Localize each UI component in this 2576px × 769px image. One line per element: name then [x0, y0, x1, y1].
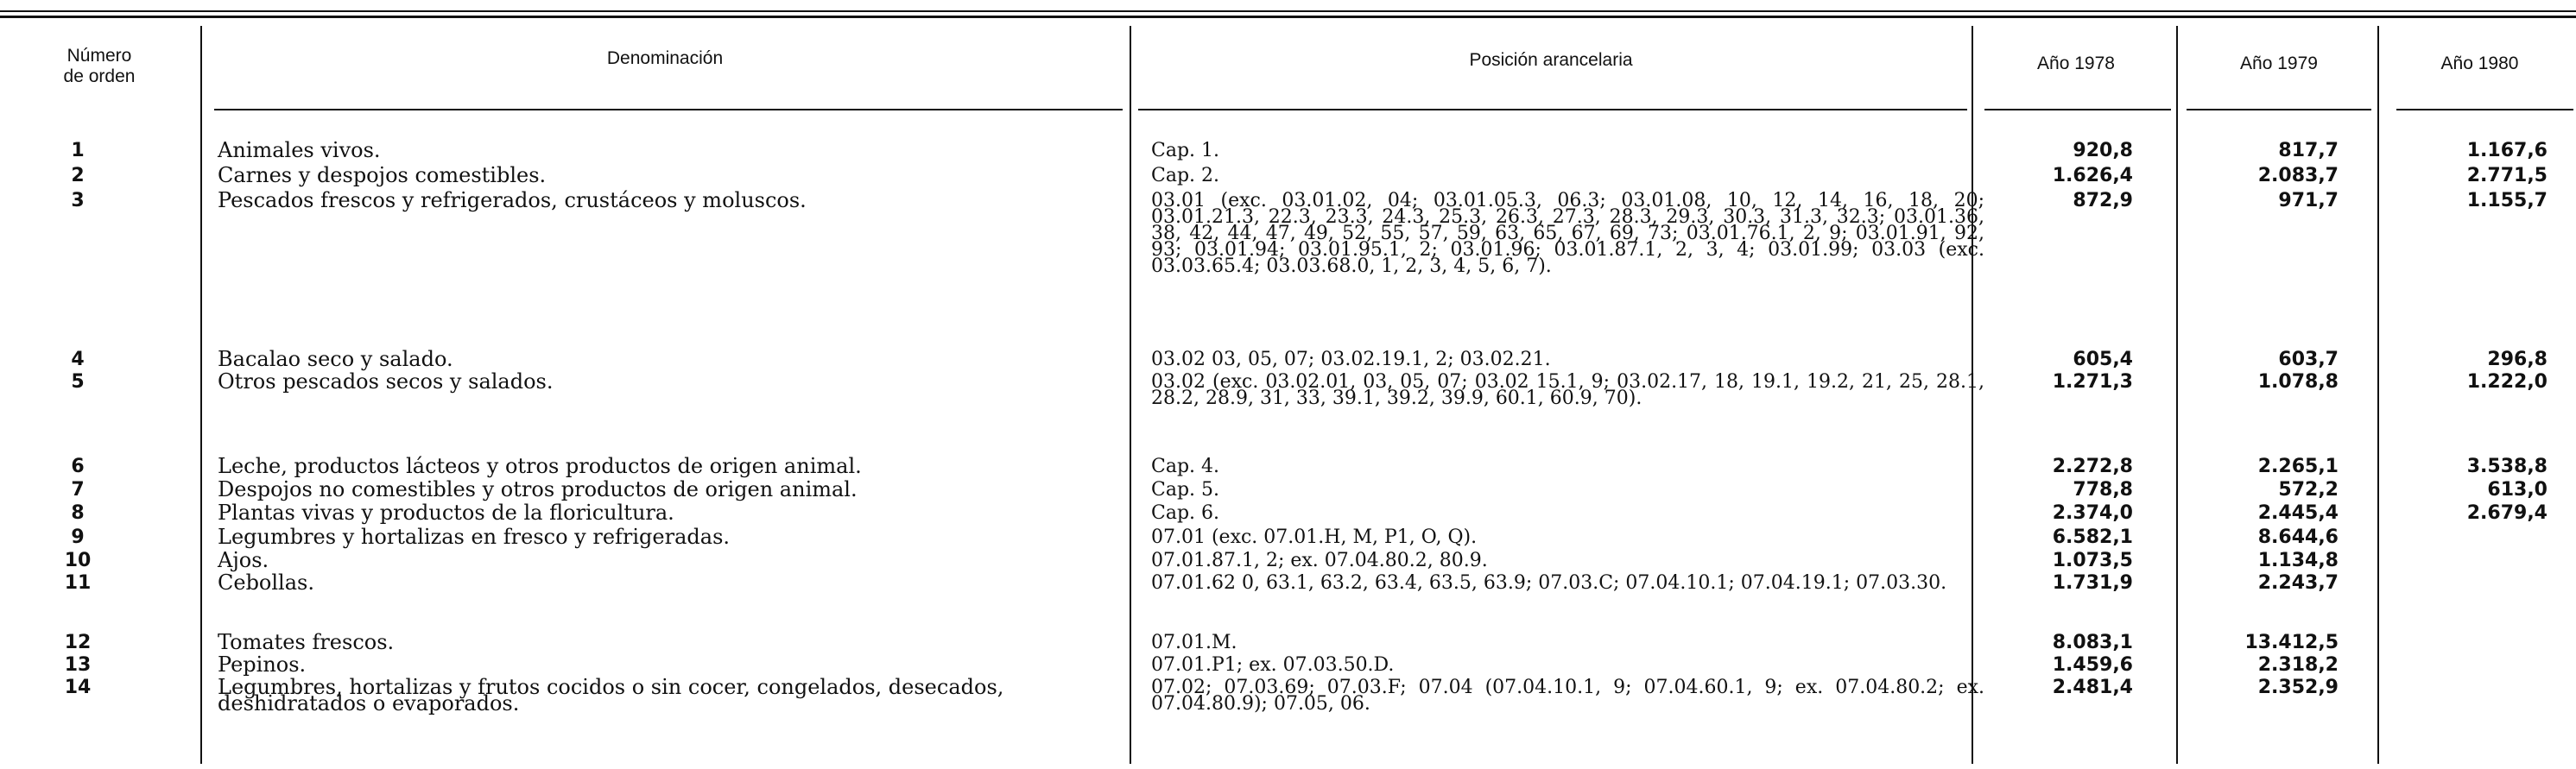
row-posicion: 03.02 (exc. 03.02.01, 03, 05, 07; 03.02 15.1, 9; 03.02.17, 18, 19.1, 19.2, 21, 25, 28.1, 28.2, 28.9, 31, 33, 39.1, 39.2, 39.9, 60.1, 60.9, 70).	[1151, 371, 1984, 409]
row-denominacion: Bacalao seco y salado.	[218, 347, 453, 371]
row-value-1978: 872,9	[2073, 190, 2133, 211]
row-value-1978: 605,4	[2073, 349, 2133, 370]
row-denominacion: Tomates frescos.	[218, 630, 395, 654]
row-posicion: 07.01.62 0, 63.1, 63.2, 63.4, 63.5, 63.9; 07.03.C; 07.04.10.1; 07.04.19.1; 07.03.30.	[1151, 572, 1947, 594]
row-number: 10	[64, 550, 92, 571]
row-value-1978: 920,8	[2073, 140, 2133, 161]
row-posicion: Cap. 2.	[1151, 165, 1220, 186]
row-posicion: Cap. 4.	[1151, 456, 1220, 477]
row-value-1978: 1.073,5	[2052, 550, 2133, 571]
header-numero: Número de orden	[63, 46, 136, 86]
row-value-1978: 2.481,4	[2052, 677, 2133, 698]
row-value-1979: 13.412,5	[2244, 632, 2339, 653]
row-value-1979: 2.445,4	[2257, 502, 2339, 524]
row-value-1979: 1.078,8	[2257, 371, 2339, 393]
row-value-1978: 778,8	[2073, 479, 2133, 501]
header-denominacion: Denominación	[606, 48, 724, 68]
row-denominacion: Plantas vivas y productos de la floricultura.	[218, 501, 674, 525]
row-denominacion: Animales vivos.	[218, 138, 381, 162]
header-year-1980: Año 1980	[2440, 54, 2519, 73]
row-number: 9	[71, 526, 85, 548]
col-divider-2	[1130, 26, 1131, 764]
row-number: 6	[71, 456, 85, 477]
row-posicion: 07.01.87.1, 2; ex. 07.04.80.2, 80.9.	[1151, 550, 1488, 571]
row-value-1979: 2.352,9	[2257, 677, 2339, 698]
col-divider-1	[200, 26, 202, 764]
row-value-1979: 2.265,1	[2257, 456, 2339, 477]
header-rule-1978	[1984, 109, 2171, 110]
header-rule-pos	[1138, 109, 1967, 110]
row-value-1979: 2.083,7	[2257, 165, 2339, 186]
row-value-1978: 8.083,1	[2052, 632, 2133, 653]
header-rule-1980	[2396, 109, 2573, 110]
row-posicion: 03.02 03, 05, 07; 03.02.19.1, 2; 03.02.21.	[1151, 349, 1551, 370]
row-posicion: 03.01 (exc. 03.01.02, 04; 03.01.05.3, 06.3; 03.01.08, 10, 12, 14, 16, 18, 20; 03.01.21.3, 22.3, 23.3, 24.3, 25.3, 26.3, 27.3, 28.3, 29.3, 30.3, 31.3, 32.3; 03.01.36, 38, 42, 44, 47, 49, 52, 55, 57, 59, 63, 65, 67, 69, 73; 03.01.76.1, 2, 9; 03.01.91, 92, 93; 03.01.94; 03.01.95.1, 2; 03.01.96; 03.01.87.1, 2, 3, 4; 03.01.99; 03.03 (exc. 03.03.65.4; 03.03.68.0, 1, 2, 3, 4, 5, 6, 7).	[1151, 190, 1984, 277]
row-posicion: Cap. 1.	[1151, 140, 1220, 161]
row-value-1980: 1.155,7	[2466, 190, 2548, 211]
row-number: 2	[71, 165, 85, 186]
row-denominacion: Ajos.	[218, 548, 269, 572]
top-rule	[0, 10, 2576, 12]
row-value-1979: 2.243,7	[2257, 572, 2339, 594]
header-year-1978: Año 1978	[2037, 54, 2115, 73]
row-value-1978: 1.626,4	[2052, 165, 2133, 186]
row-denominacion: Otros pescados secos y salados.	[218, 369, 554, 394]
header-year-1979: Año 1979	[2240, 54, 2318, 73]
row-number: 3	[71, 190, 85, 211]
row-denominacion: Cebollas.	[218, 570, 314, 595]
row-value-1980: 1.167,6	[2466, 140, 2548, 161]
row-value-1979: 971,7	[2278, 190, 2339, 211]
row-posicion: 07.01.P1; ex. 07.03.50.D.	[1151, 654, 1395, 676]
col-divider-4	[2176, 26, 2178, 764]
row-denominacion: Legumbres y hortalizas en fresco y refrigeradas.	[218, 525, 731, 549]
row-number: 7	[71, 479, 85, 501]
row-value-1980: 296,8	[2487, 349, 2548, 370]
row-posicion: 07.01.M.	[1151, 632, 1237, 653]
row-number: 8	[71, 502, 85, 524]
row-value-1980: 2.679,4	[2466, 502, 2548, 524]
row-value-1980: 2.771,5	[2466, 165, 2548, 186]
col-divider-5	[2377, 26, 2379, 764]
row-posicion: Cap. 5.	[1151, 479, 1220, 501]
row-value-1979: 572,2	[2278, 479, 2339, 501]
row-number: 1	[71, 140, 85, 161]
row-posicion: Cap. 6.	[1151, 502, 1220, 524]
row-value-1980: 613,0	[2487, 479, 2548, 501]
row-number: 14	[64, 677, 92, 698]
row-value-1978: 6.582,1	[2052, 526, 2133, 548]
row-value-1979: 603,7	[2278, 349, 2339, 370]
row-number: 12	[64, 632, 92, 653]
row-value-1978: 2.374,0	[2052, 502, 2133, 524]
row-denominacion: Pescados frescos y refrigerados, crustáceos y moluscos.	[218, 188, 807, 212]
row-posicion: 07.02; 07.03.69; 07.03.F; 07.04 (07.04.10.1, 9; 07.04.60.1, 9; ex. 07.04.80.2; ex. 07.04.80.9); 07.05, 06.	[1151, 677, 1984, 715]
row-value-1979: 2.318,2	[2257, 654, 2339, 676]
row-denominacion: Despojos no comestibles y otros productos de origen animal.	[218, 477, 858, 501]
header-posicion: Posición arancelaria	[1469, 50, 1633, 70]
top-rule-2	[0, 16, 2576, 18]
row-number: 11	[64, 572, 92, 594]
row-value-1979: 817,7	[2278, 140, 2339, 161]
header-rule-1979	[2187, 109, 2371, 110]
row-value-1979: 8.644,6	[2257, 526, 2339, 548]
row-denominacion: Leche, productos lácteos y otros productos de origen animal.	[218, 454, 862, 478]
row-value-1978: 2.272,8	[2052, 456, 2133, 477]
row-value-1978: 1.459,6	[2052, 654, 2133, 676]
row-number: 4	[71, 349, 85, 370]
row-value-1979: 1.134,8	[2257, 550, 2339, 571]
row-denominacion: Legumbres, hortalizas y frutos cocidos o sin cocer, congelados, desecados, deshidratados o evaporados.	[218, 675, 1004, 715]
row-number: 5	[71, 371, 85, 393]
row-value-1980: 3.538,8	[2466, 456, 2548, 477]
row-value-1978: 1.271,3	[2052, 371, 2133, 393]
header-rule-den	[214, 109, 1123, 110]
row-value-1978: 1.731,9	[2052, 572, 2133, 594]
row-denominacion: Pepinos.	[218, 652, 307, 677]
row-number: 13	[64, 654, 92, 676]
row-value-1980: 1.222,0	[2466, 371, 2548, 393]
row-posicion: 07.01 (exc. 07.01.H, M, P1, O, Q).	[1151, 526, 1478, 548]
row-denominacion: Carnes y despojos comestibles.	[218, 163, 547, 187]
